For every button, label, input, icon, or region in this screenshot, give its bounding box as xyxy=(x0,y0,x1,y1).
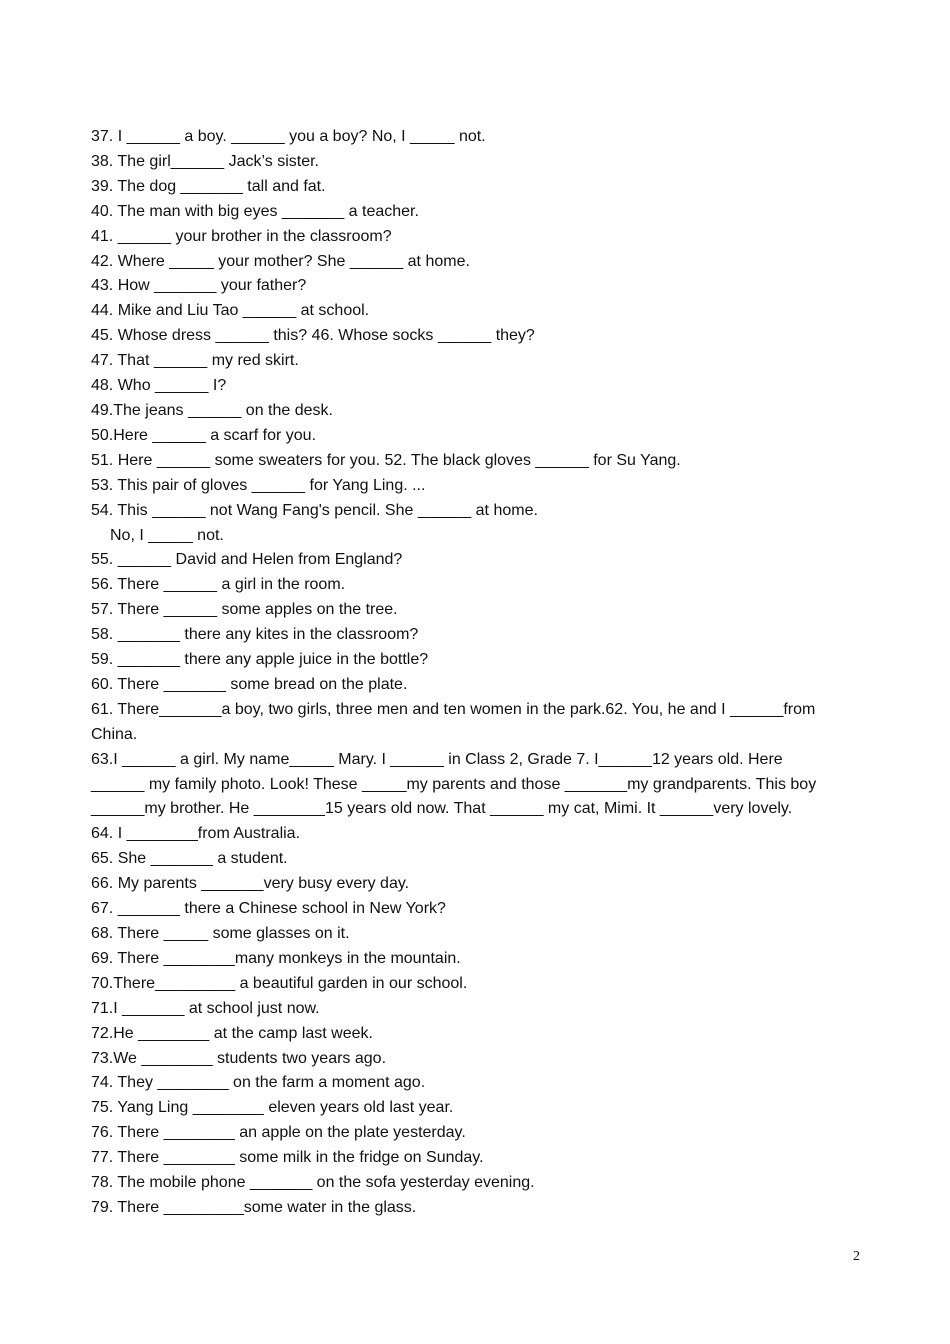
exercise-line-69: 69. There ________many monkeys in the mountain. xyxy=(91,949,461,967)
exercise-line-66: 66. My parents _______very busy every day. xyxy=(91,875,410,893)
exercise-line-61-62: 61. There_______a boy, two girls, three men and ten women in the park.62. You, he and I ______from xyxy=(91,700,816,718)
exercise-line-55: 55. ______ David and Helen from England? xyxy=(91,551,403,569)
page-number: 2 xyxy=(853,1249,860,1264)
exercise-line-61-62-continuation: China. xyxy=(91,725,138,743)
exercise-line-63-part-3: ______my brother. He ________15 years old now. That ______ my cat, Mimi. It ______very lovely. xyxy=(91,800,793,818)
exercise-line-59: 59. _______ there any apple juice in the bottle? xyxy=(91,651,429,669)
exercise-line-54: 54. This ______ not Wang Fang's pencil. She ______ at home. xyxy=(91,501,538,519)
exercise-line-78: 78. The mobile phone _______ on the sofa yesterday evening. xyxy=(91,1174,535,1192)
exercise-line-70: 70.There_________ a beautiful garden in our school. xyxy=(91,974,468,992)
exercise-line-63-part-2: ______ my family photo. Look! These _____my parents and those _______my grandparents. This boy xyxy=(91,775,817,793)
exercise-line-65: 65. She _______ a student. xyxy=(91,850,288,868)
exercise-line-53: 53. This pair of gloves ______ for Yang Ling. ... xyxy=(91,476,426,494)
exercise-line-60: 60. There _______ some bread on the plate. xyxy=(91,675,408,693)
exercise-line-38: 38. The girl______ Jack’s sister. xyxy=(91,152,319,170)
exercise-line-51-52: 51. Here ______ some sweaters for you. 52. The black gloves ______ for Su Yang. xyxy=(91,451,681,469)
exercise-line-39: 39. The dog _______ tall and fat. xyxy=(91,177,326,195)
exercise-line-67: 67. _______ there a Chinese school in New York? xyxy=(91,900,446,918)
exercise-line-48: 48. Who ______ I? xyxy=(91,377,227,395)
exercise-line-42: 42. Where _____ your mother? She ______ at home. xyxy=(91,252,470,270)
exercise-list xyxy=(91,125,866,1221)
exercise-line-37: 37. I ______ a boy. ______ you a boy? No, I _____ not. xyxy=(91,128,486,145)
exercise-line-74: 74. They ________ on the farm a moment ago. xyxy=(91,1074,426,1092)
exercise-line-79: 79. There _________some water in the glass. xyxy=(91,1198,417,1216)
exercise-line-45-46: 45. Whose dress ______ this? 46. Whose socks ______ they? xyxy=(91,327,535,345)
exercise-line-40: 40. The man with big eyes _______ a teacher. xyxy=(91,202,419,220)
exercise-line-50: 50.Here ______ a scarf for you. xyxy=(91,426,317,444)
exercise-line-57: 57. There ______ some apples on the tree. xyxy=(91,601,398,619)
exercise-line-77: 77. There ________ some milk in the fridge on Sunday. xyxy=(91,1149,484,1167)
exercise-line-72: 72.He ________ at the camp last week. xyxy=(91,1024,373,1042)
exercise-line-44: 44. Mike and Liu Tao ______ at school. xyxy=(91,302,370,320)
exercise-line-71: 71.I _______ at school just now. xyxy=(91,999,320,1017)
exercise-line-41: 41. ______ your brother in the classroom? xyxy=(91,227,392,245)
exercise-line-68: 68. There _____ some glasses on it. xyxy=(91,925,350,942)
exercise-line-76: 76. There ________ an apple on the plate yesterday. xyxy=(91,1124,466,1142)
exercise-line-75: 75. Yang Ling ________ eleven years old last year. xyxy=(91,1099,454,1117)
exercise-line-47: 47. That ______ my red skirt. xyxy=(91,352,299,370)
exercise-line-64: 64. I ________from Australia. xyxy=(91,825,301,843)
exercise-line-54-continuation: No, I _____ not. xyxy=(110,526,224,544)
exercise-line-58: 58. _______ there any kites in the classroom? xyxy=(91,626,419,644)
exercise-line-63-part-1: 63.I ______ a girl. My name_____ Mary. I ______ in Class 2, Grade 7. I______12 years old. Here xyxy=(91,750,783,768)
exercise-line-43: 43. How _______ your father? xyxy=(91,277,307,295)
exercise-line-56: 56. There ______ a girl in the room. xyxy=(91,576,346,594)
exercise-line-73: 73.We ________ students two years ago. xyxy=(91,1049,387,1067)
exercise-line-49: 49.The jeans ______ on the desk. xyxy=(91,401,333,419)
